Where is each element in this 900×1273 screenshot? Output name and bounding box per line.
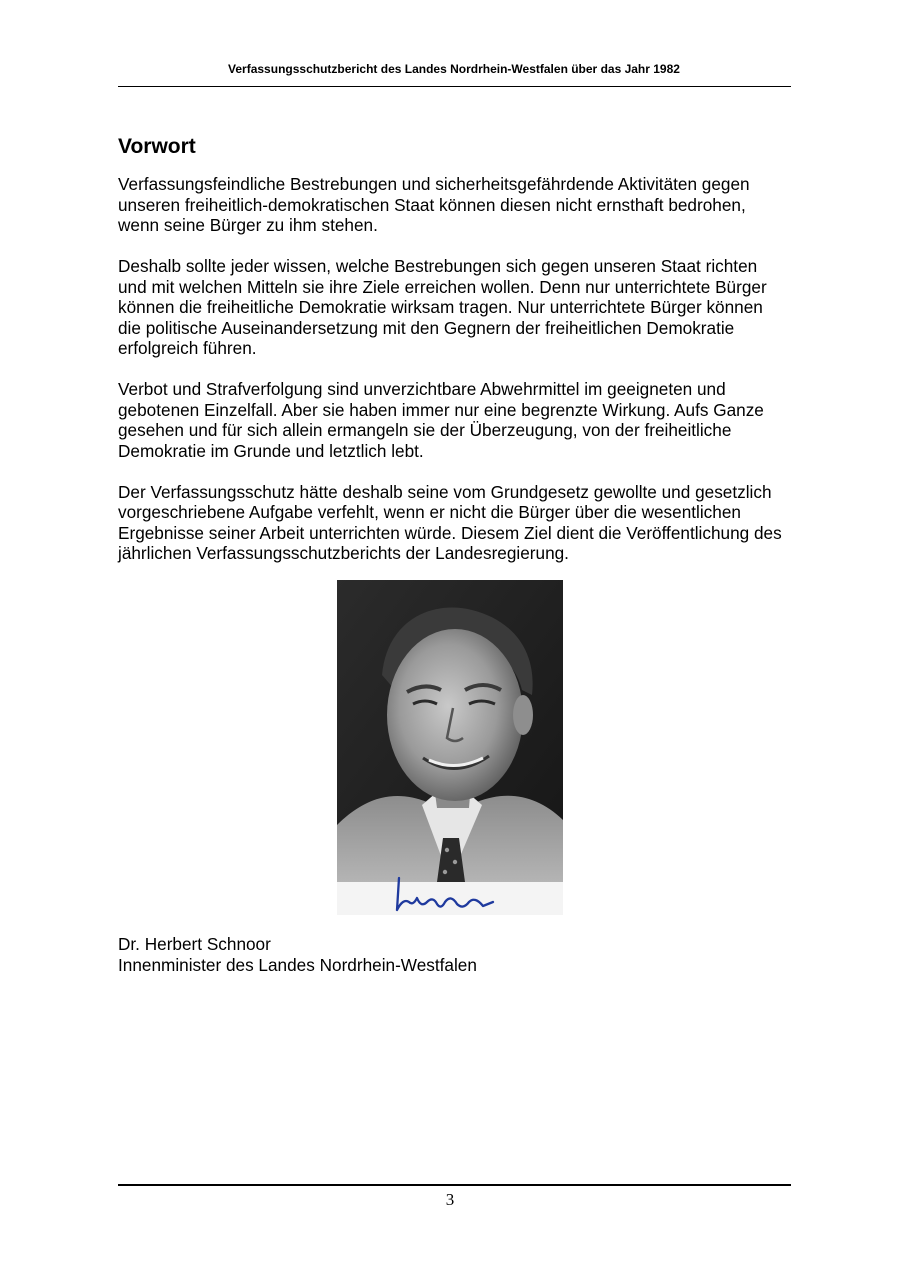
body-text [118, 174, 788, 584]
page-number: 3 [445, 1190, 455, 1209]
signature-block [118, 934, 477, 976]
footer-rule [118, 1184, 791, 1186]
paragraph: Verbot und Strafverfolgung sind unverzichtbare Abwehrmittel im geeigneten und gebotenen Einzelfall. Aber sie haben immer nur eine begrenzte Wirkung. Aufs Ganze gesehen und für sich allein ermangeln sie der Überzeugung, von der freiheitliche Demokratie im Grunde und letztlich lebt. [118, 379, 764, 461]
portrait-photo [337, 580, 563, 915]
running-header: Verfassungsschutzbericht des Landes Nordrhein-Westfalen über das Jahr 1982 [228, 62, 680, 76]
page-title: Vorwort [118, 135, 196, 158]
paragraph: Verfassungsfeindliche Bestrebungen und sicherheitsgefährdende Aktivitäten gegen unseren freiheitlich-demokratischen Staat können diesen nicht ernsthaft bedrohen, wenn seine Bürger zu ihm stehen. [118, 174, 750, 235]
paragraph: Deshalb sollte jeder wissen, welche Bestrebungen sich gegen unseren Staat richten und mit welchen Mitteln sie ihre Ziele erreichen wollen. Denn nur unterrichtete Bürger können die freiheitliche Demokratie wirksam tragen. Nur unterrichtete Bürger können die politische Auseinandersetzung mit den Gegnern der freiheitlichen Demokratie erfolgreich führen. [118, 256, 767, 358]
paragraph: Der Verfassungsschutz hätte deshalb seine vom Grundgesetz gewollte und gesetzlich vorgeschriebene Aufgabe verfehlt, wenn er nicht die Bürger über die wesentlichen Ergebnisse seiner Arbeit unterrichten würde. Diesem Ziel dient die Veröffentlichung des jährlichen Verfassungsschutzberichts der Landesregierung. [118, 481, 782, 563]
header-rule [118, 86, 791, 87]
author-name: Dr. Herbert Schnoor [118, 934, 271, 954]
author-role: Innenminister des Landes Nordrhein-Westfalen [118, 955, 477, 975]
